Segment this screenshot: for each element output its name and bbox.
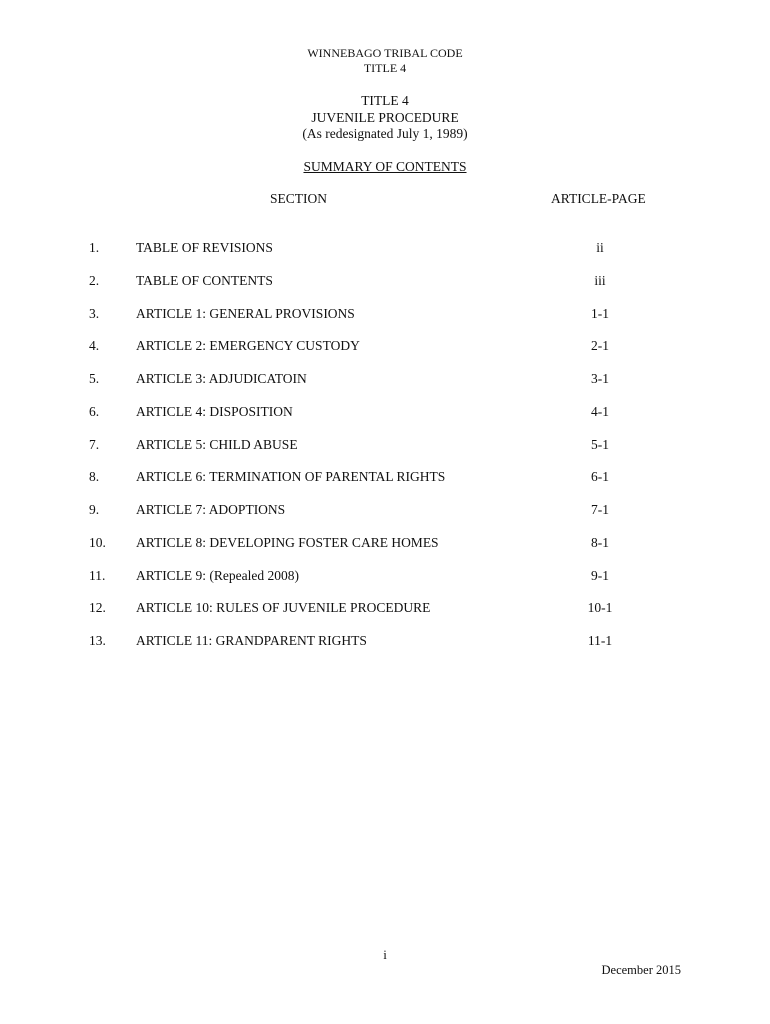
document-title: TITLE 4 <box>361 93 409 108</box>
toc-row <box>0 633 770 666</box>
running-header <box>0 46 770 76</box>
header-code-name: WINNEBAGO TRIBAL CODE <box>307 46 463 60</box>
toc-number: 10. <box>89 534 106 550</box>
header-title-number: TITLE 4 <box>363 61 407 75</box>
table-of-contents <box>0 240 770 666</box>
summary-heading-text: SUMMARY OF CONTENTS <box>303 159 467 174</box>
toc-number: 7. <box>89 436 100 452</box>
toc-title: ARTICLE 7: ADOPTIONS <box>136 502 286 517</box>
toc-page: 9-1 <box>591 567 609 583</box>
toc-number: 13. <box>89 633 106 648</box>
footer-date: December 2015 <box>601 963 681 977</box>
toc-number: 11. <box>89 567 106 583</box>
toc-page: 7-1 <box>591 502 609 517</box>
toc-number: 8. <box>89 469 100 485</box>
toc-title: ARTICLE 11: GRANDPARENT RIGHTS <box>136 633 367 648</box>
toc-number: 5. <box>89 371 100 386</box>
toc-number: 9. <box>89 502 100 517</box>
toc-title: ARTICLE 6: TERMINATION OF PARENTAL RIGHTS <box>136 469 446 485</box>
toc-page: 3-1 <box>591 371 609 386</box>
toc-row <box>0 306 770 339</box>
toc-page: 6-1 <box>591 469 609 485</box>
toc-title: TABLE OF REVISIONS <box>136 240 273 255</box>
toc-number: 3. <box>89 305 100 321</box>
toc-page: 1-1 <box>591 305 609 321</box>
toc-page: 4-1 <box>591 403 609 419</box>
toc-title: ARTICLE 10: RULES OF JUVENILE PROCEDURE <box>136 600 431 616</box>
article-page-column-header: ARTICLE-PAGE <box>551 191 646 206</box>
document-subtitle: JUVENILE PROCEDURE <box>311 109 459 125</box>
toc-title: ARTICLE 1: GENERAL PROVISIONS <box>136 305 355 321</box>
toc-row <box>0 338 770 371</box>
toc-row <box>0 600 770 633</box>
toc-page: iii <box>594 272 606 288</box>
toc-row <box>0 273 770 306</box>
title-block <box>0 93 770 143</box>
summary-heading <box>0 159 770 175</box>
toc-number: 4. <box>89 338 100 354</box>
toc-title: ARTICLE 3: ADJUDICATOIN <box>136 371 307 386</box>
section-column-header: SECTION <box>270 191 327 206</box>
toc-page: 5-1 <box>591 436 609 452</box>
toc-row <box>0 535 770 568</box>
toc-title: TABLE OF CONTENTS <box>136 272 273 288</box>
toc-page: 10-1 <box>587 600 613 616</box>
toc-row <box>0 404 770 437</box>
toc-number: 12. <box>89 600 106 616</box>
toc-row <box>0 568 770 601</box>
toc-number: 6. <box>89 403 100 419</box>
toc-title: ARTICLE 4: DISPOSITION <box>136 403 293 419</box>
toc-page: 11-1 <box>587 633 613 648</box>
toc-page: 2-1 <box>591 338 609 354</box>
toc-page: 8-1 <box>591 534 609 550</box>
toc-title: ARTICLE 9: (Repealed 2008) <box>136 567 300 583</box>
page-number: i <box>383 947 387 962</box>
toc-row <box>0 437 770 470</box>
toc-row <box>0 240 770 273</box>
toc-row <box>0 469 770 502</box>
toc-title: ARTICLE 5: CHILD ABUSE <box>136 436 298 452</box>
toc-row <box>0 371 770 404</box>
toc-title: ARTICLE 8: DEVELOPING FOSTER CARE HOMES <box>136 534 439 550</box>
toc-row <box>0 502 770 535</box>
toc-number: 2. <box>89 272 100 288</box>
redesignation-note: (As redesignated July 1, 1989) <box>302 126 468 141</box>
toc-page: ii <box>596 240 604 255</box>
toc-number: 1. <box>89 240 100 255</box>
toc-title: ARTICLE 2: EMERGENCY CUSTODY <box>136 338 360 354</box>
